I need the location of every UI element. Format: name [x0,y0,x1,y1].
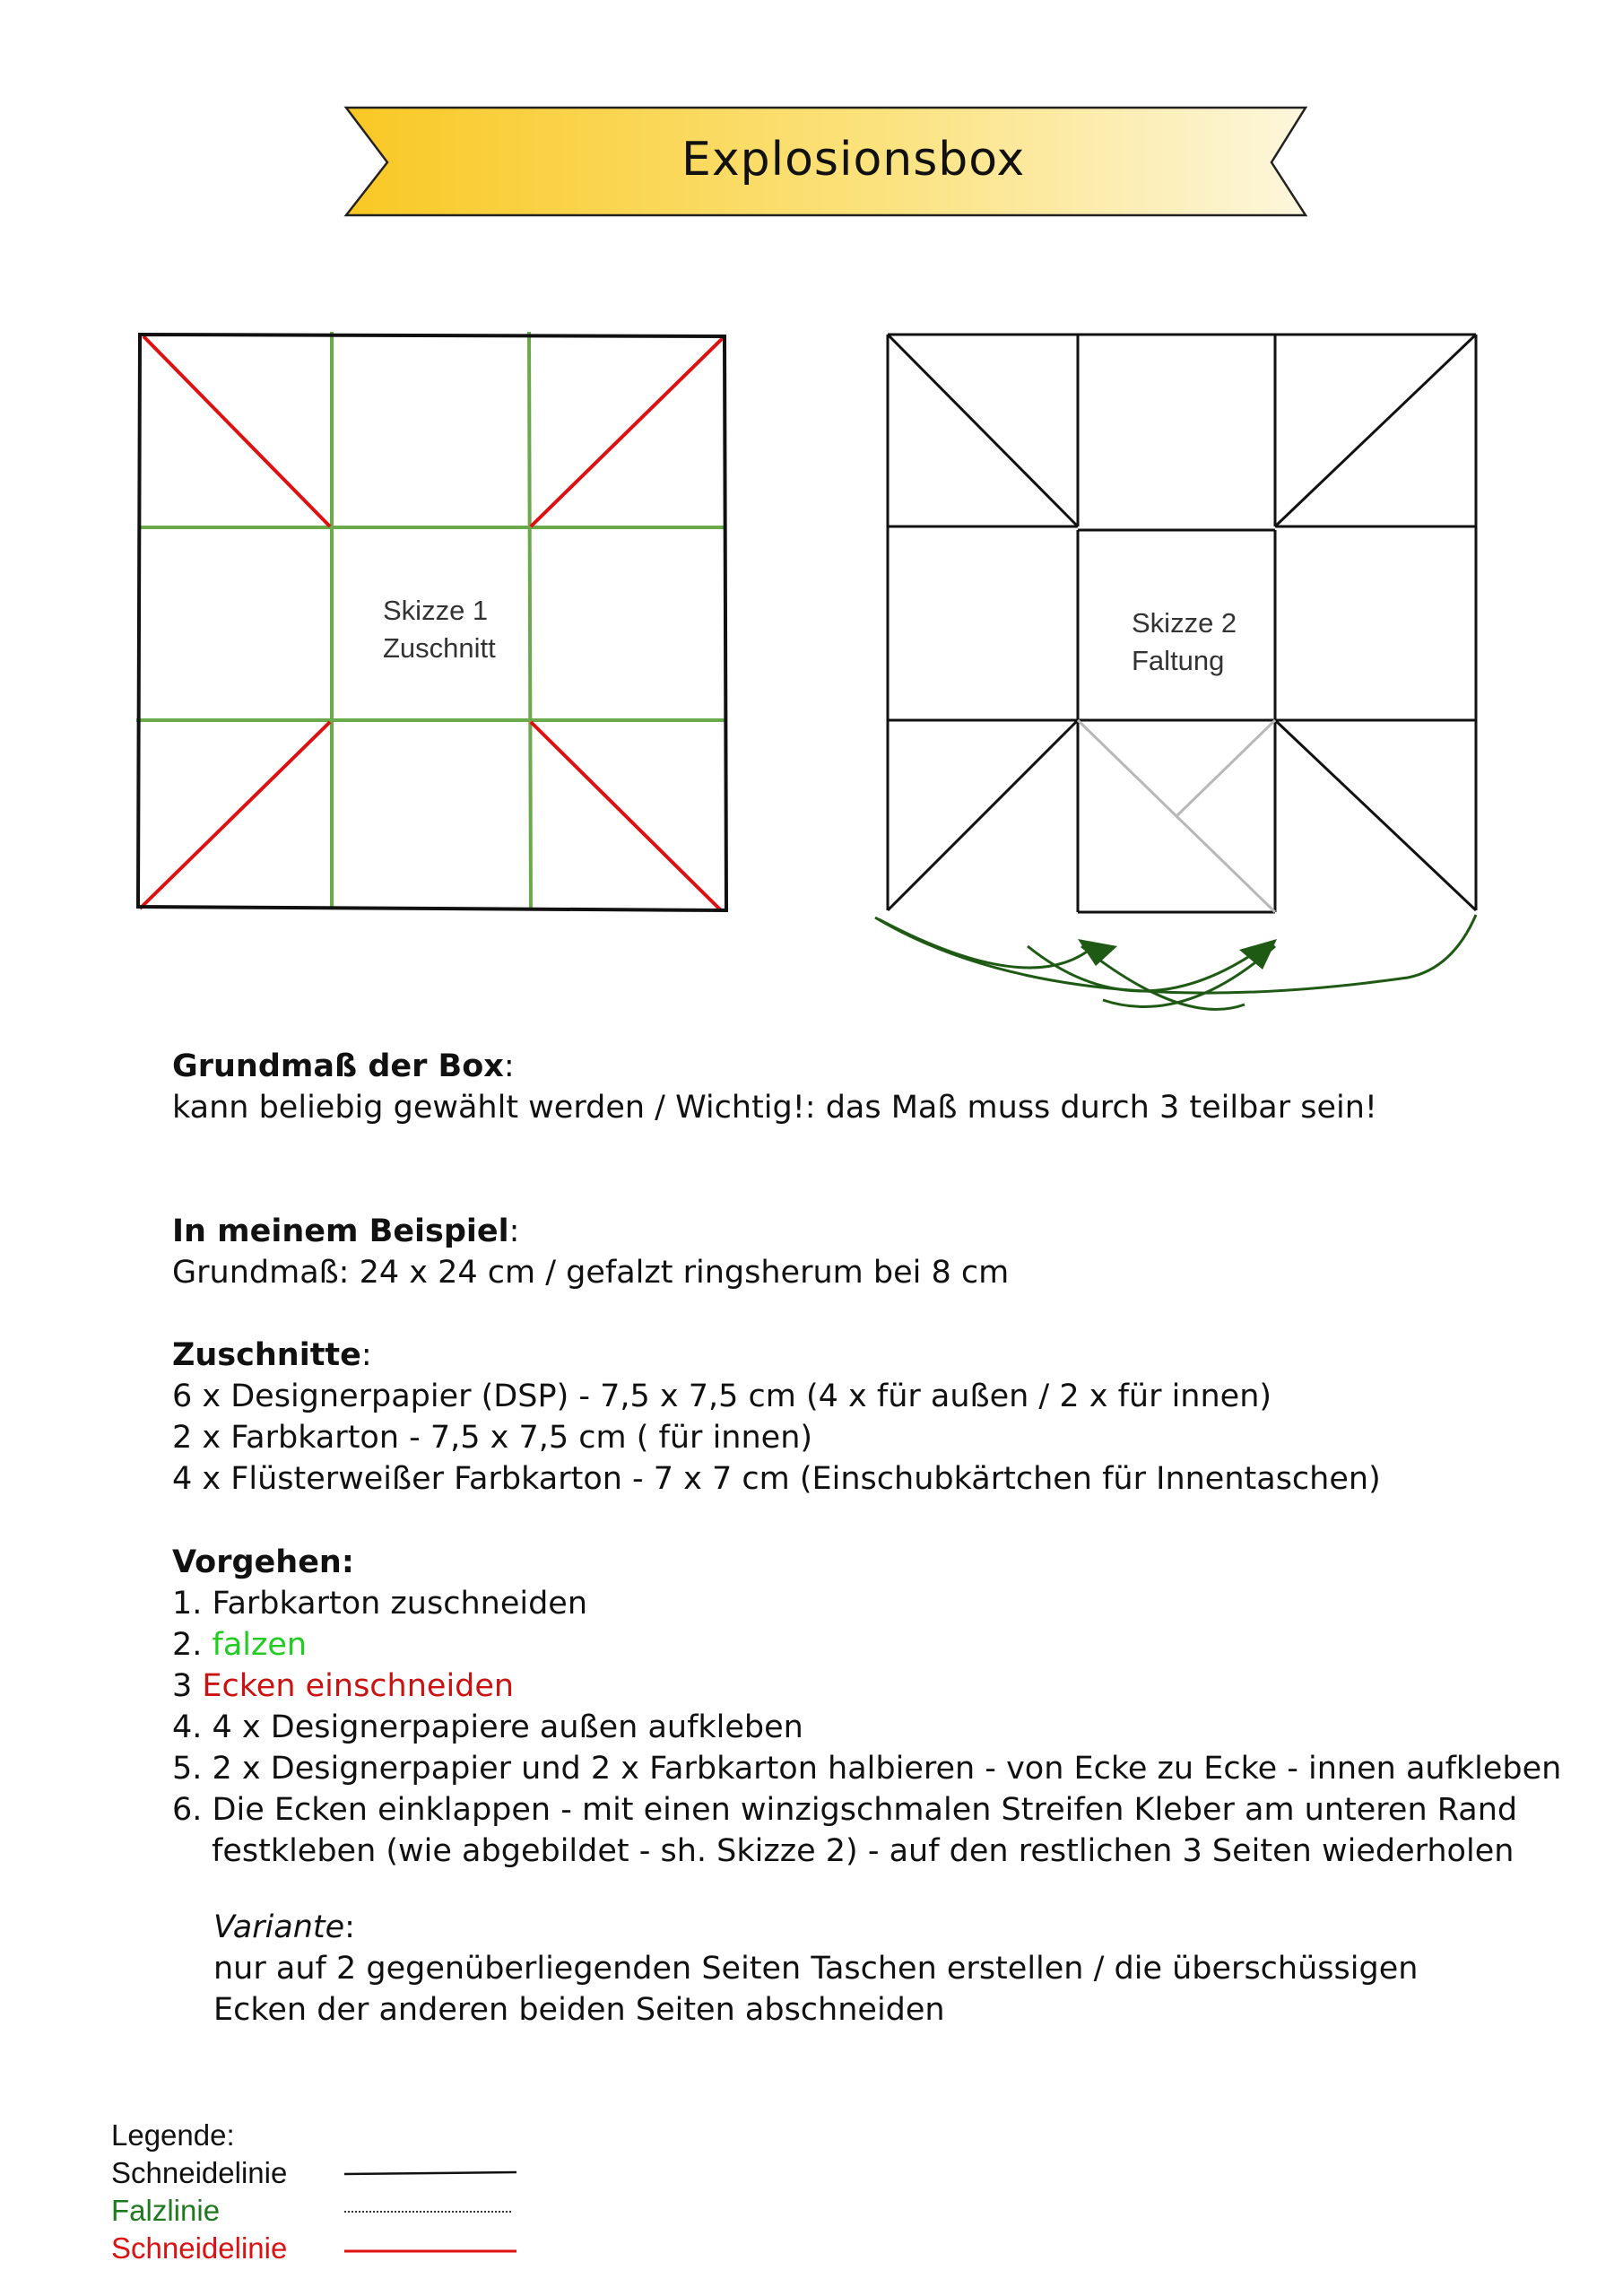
vorgehen-step-5: 5. 2 x Designerpapier und 2 x Farbkarton halbieren - von Ecke zu Ecke - innen aufkleben [172,1751,1562,1787]
zuschnitte-heading: Zuschnitte [172,1337,361,1373]
zuschnitt-item: 4 x Flüsterweißer Farbkarton - 7 x 7 cm (Einschubkärtchen für Innentaschen) [172,1461,1381,1497]
vorgehen-heading: Vorgehen: [172,1544,354,1580]
vorgehen-step-4: 4. 4 x Designerpapiere außen aufkleben [172,1709,803,1745]
variante-section [213,1907,1418,2031]
beispiel-section [172,1211,1009,1293]
sketch-2-label [1132,604,1237,680]
vorgehen-step-6: 6. Die Ecken einklappen - mit einen winzigschmalen Streifen Kleber am unteren Rand [172,1792,1518,1828]
vorgehen-step-3 [172,1665,1561,1707]
sketch-1-label [383,592,496,667]
sketch-2-title: Skizze 2 [1132,607,1237,639]
zuschnitt-item: 2 x Farbkarton - 7,5 x 7,5 cm ( für innen) [172,1420,813,1456]
grundmass-colon: : [503,1048,515,1084]
title-banner [0,0,1623,233]
vorgehen-step-6-cont: festkleben (wie abgebildet - sh. Skizze 2) - auf den restlichen 3 Seiten wiederholen [212,1833,1515,1869]
grundmass-text: kann beliebig gewählt werden / Wichtig!: das Maß muss durch 3 teilbar sein! [172,1090,1377,1126]
legend-item-cut-black: Schneidelinie [111,2156,288,2189]
beispiel-colon: : [508,1213,520,1249]
sketch-1-title: Skizze 1 [383,595,489,626]
page-title: Explosionsbox [681,133,1026,187]
legend-title: Legende: [111,2118,235,2152]
zuschnitte-colon: : [360,1337,372,1373]
step-3-number: 3 [172,1668,203,1704]
variante-line-1: nur auf 2 gegenüberliegenden Seiten Taschen erstellen / die überschüssigen [213,1951,1419,1987]
variante-colon: : [344,1909,355,1945]
beispiel-text: Grundmaß: 24 x 24 cm / gefalzt ringsherum bei 8 cm [172,1255,1010,1291]
sketch-1-subtitle: Zuschnitt [383,632,496,664]
grundmass-heading: Grundmaß der Box [172,1048,504,1084]
variante-heading: Variante [213,1909,345,1945]
beispiel-heading: In meinem Beispiel [172,1213,509,1249]
grundmass-section [172,1046,1377,1128]
legend [111,2117,287,2267]
vorgehen-step-1: 1. Farbkarton zuschneiden [172,1586,588,1622]
variante-line-2: Ecken der anderen beiden Seiten abschneiden [213,1992,945,2028]
vorgehen-step-2 [172,1624,1561,1665]
zuschnitt-item: 6 x Designerpapier (DSP) - 7,5 x 7,5 cm (4 x für außen / 2 x für innen) [172,1378,1272,1414]
legend-line-swatches [341,2161,538,2278]
step-3-text: Ecken einschneiden [202,1668,515,1704]
legend-item-fold: Falzlinie [111,2194,221,2227]
legend-item-cut-red: Schneidelinie [111,2231,288,2265]
vorgehen-section [172,1542,1561,1872]
step-2-number: 2. [172,1627,213,1663]
step-2-text: falzen [212,1627,308,1663]
zuschnitte-section [172,1335,1381,1500]
sketch-2-subtitle: Faltung [1132,645,1225,676]
legend-swatch-cut-black [344,2172,516,2174]
